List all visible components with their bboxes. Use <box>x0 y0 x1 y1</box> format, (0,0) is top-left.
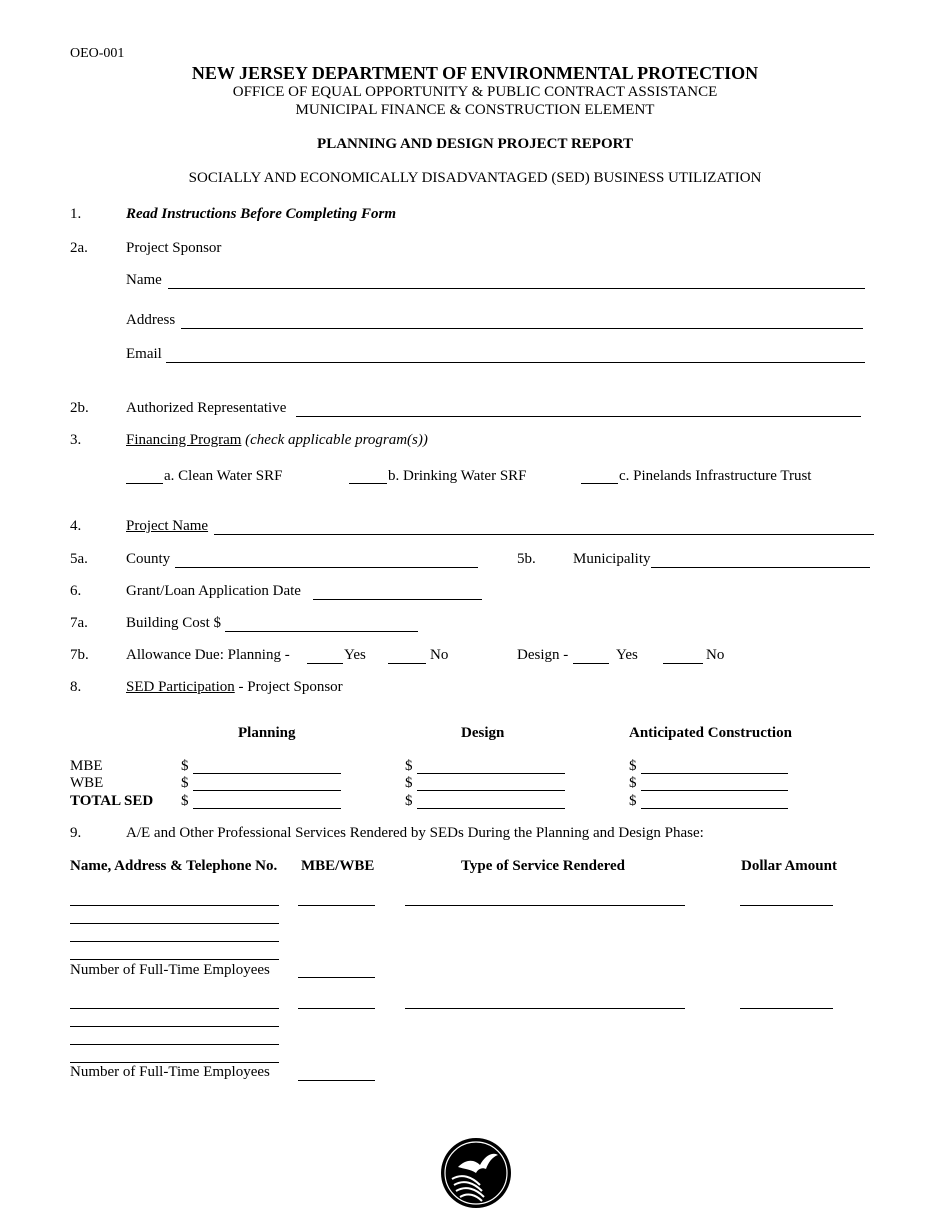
dollar-sign: $ <box>181 775 189 791</box>
dollar-sign: $ <box>181 793 189 809</box>
dollar-sign: $ <box>181 758 189 774</box>
njdep-logo-icon <box>440 1137 512 1209</box>
wbe-planning-field[interactable] <box>193 790 341 791</box>
planning-no-field[interactable] <box>388 663 426 664</box>
sponsor-email-field[interactable] <box>166 362 865 363</box>
entry2-mbewbe-field[interactable] <box>298 1008 375 1009</box>
total-planning-field[interactable] <box>193 808 341 809</box>
dollar-sign: $ <box>629 775 637 791</box>
dollar-sign: $ <box>405 775 413 791</box>
entry2-name-line1[interactable] <box>70 1008 279 1009</box>
wbe-construction-field[interactable] <box>641 790 788 791</box>
form-id: OEO-001 <box>70 46 125 61</box>
planning-yes-field[interactable] <box>307 663 343 664</box>
authorized-rep-field[interactable] <box>296 416 861 417</box>
design-yes-label: Yes <box>616 647 638 663</box>
sponsor-address-field[interactable] <box>181 328 863 329</box>
item-number-1: 1. <box>70 206 82 222</box>
total-construction-field[interactable] <box>641 808 788 809</box>
office-title: OFFICE OF EQUAL OPPORTUNITY & PUBLIC CONTRACT ASSISTANCE <box>232 84 718 100</box>
instructions-note: Read Instructions Before Completing Form <box>126 206 397 222</box>
item-number-2b: 2b. <box>70 400 89 416</box>
design-no-label: No <box>706 647 725 663</box>
project-name-field[interactable] <box>214 534 874 535</box>
item-number-3: 3. <box>70 432 82 448</box>
entry1-service-field[interactable] <box>405 905 685 906</box>
planning-no-label: No <box>430 647 449 663</box>
sed-participation-heading <box>126 679 343 696</box>
col-dollar-amount: Dollar Amount <box>741 858 837 874</box>
sed-participation-suffix: - Project Sponsor <box>234 679 343 695</box>
sed-participation-label: SED Participation <box>126 679 235 695</box>
item-number-6: 6. <box>70 583 82 599</box>
col-anticipated-construction: Anticipated Construction <box>629 725 792 741</box>
sponsor-name-label: Name <box>126 272 162 288</box>
dollar-sign: $ <box>405 758 413 774</box>
entry2-employees-field[interactable] <box>298 1080 375 1081</box>
entry1-name-line2[interactable] <box>70 923 279 924</box>
col-name-address-phone: Name, Address & Telephone No. <box>70 858 278 874</box>
row-wbe: WBE <box>70 775 104 791</box>
entry2-name-line3[interactable] <box>70 1044 279 1045</box>
item-number-5a: 5a. <box>70 551 88 567</box>
wbe-design-field[interactable] <box>417 790 565 791</box>
sponsor-name-field[interactable] <box>168 288 865 289</box>
col-design: Design <box>461 725 505 741</box>
allowance-design-label: Design - <box>517 647 569 663</box>
design-yes-field[interactable] <box>573 663 609 664</box>
entry1-employees-label: Number of Full-Time Employees <box>70 962 270 978</box>
services-heading: A/E and Other Professional Services Rendered by SEDs During the Planning and Design Phase: <box>126 825 704 841</box>
clean-water-check-field[interactable] <box>126 483 163 484</box>
financing-program-label: Financing Program <box>126 432 242 448</box>
sponsor-email-label: Email <box>126 346 162 362</box>
dollar-sign: $ <box>405 793 413 809</box>
row-total-sed: TOTAL SED <box>70 793 154 809</box>
sponsor-address-label: Address <box>126 312 176 328</box>
mbe-design-field[interactable] <box>417 773 565 774</box>
item-number-7b: 7b. <box>70 647 89 663</box>
row-mbe: MBE <box>70 758 103 774</box>
dollar-sign: $ <box>629 793 637 809</box>
county-label: County <box>126 551 171 567</box>
entry2-employees-label: Number of Full-Time Employees <box>70 1064 270 1080</box>
project-sponsor-label: Project Sponsor <box>126 240 222 256</box>
pinelands-check-field[interactable] <box>581 483 618 484</box>
drinking-water-check-field[interactable] <box>349 483 387 484</box>
col-mbe-wbe: MBE/WBE <box>301 858 375 874</box>
mbe-construction-field[interactable] <box>641 773 788 774</box>
item-number-7a: 7a. <box>70 615 88 631</box>
entry2-name-line2[interactable] <box>70 1026 279 1027</box>
report-title: PLANNING AND DESIGN PROJECT REPORT <box>317 136 633 152</box>
building-cost-field[interactable] <box>225 631 418 632</box>
design-no-field[interactable] <box>663 663 703 664</box>
municipality-label: Municipality <box>573 551 651 567</box>
entry1-name-line4[interactable] <box>70 959 279 960</box>
entry1-employees-field[interactable] <box>298 977 375 978</box>
dollar-sign: $ <box>629 758 637 774</box>
mbe-planning-field[interactable] <box>193 773 341 774</box>
entry2-name-line4[interactable] <box>70 1062 279 1063</box>
planning-yes-label: Yes <box>344 647 366 663</box>
entry1-mbewbe-field[interactable] <box>298 905 375 906</box>
drinking-water-srf-option: b. Drinking Water SRF <box>388 468 527 484</box>
financing-program-heading <box>126 432 428 449</box>
application-date-label: Grant/Loan Application Date <box>126 583 301 599</box>
building-cost-label: Building Cost $ <box>126 615 222 631</box>
total-design-field[interactable] <box>417 808 565 809</box>
project-name-label: Project Name <box>126 518 209 534</box>
item-number-4: 4. <box>70 518 82 534</box>
financing-program-note: (check applicable program(s)) <box>245 432 428 448</box>
county-field[interactable] <box>175 567 478 568</box>
item-number-8: 8. <box>70 679 82 695</box>
authorized-rep-label: Authorized Representative <box>126 400 287 416</box>
entry1-amount-field[interactable] <box>740 905 833 906</box>
col-planning: Planning <box>238 725 296 741</box>
entry2-amount-field[interactable] <box>740 1008 833 1009</box>
clean-water-srf-option: a. Clean Water SRF <box>164 468 283 484</box>
entry1-name-line1[interactable] <box>70 905 279 906</box>
item-number-9: 9. <box>70 825 82 841</box>
item-number-5b: 5b. <box>517 551 536 567</box>
application-date-field[interactable] <box>313 599 482 600</box>
item-number-2a: 2a. <box>70 240 88 256</box>
entry1-name-line3[interactable] <box>70 941 279 942</box>
report-subtitle: SOCIALLY AND ECONOMICALLY DISADVANTAGED (SED) BUSINESS UTILIZATION <box>188 170 762 186</box>
entry2-service-field[interactable] <box>405 1008 685 1009</box>
col-type-of-service: Type of Service Rendered <box>461 858 625 874</box>
element-title: MUNICIPAL FINANCE & CONSTRUCTION ELEMENT <box>295 102 655 118</box>
municipality-field[interactable] <box>651 567 870 568</box>
allowance-planning-label: Allowance Due: Planning - <box>126 647 290 663</box>
pinelands-trust-option: c. Pinelands Infrastructure Trust <box>619 468 812 484</box>
department-title: NEW JERSEY DEPARTMENT OF ENVIRONMENTAL PROTECTION <box>191 63 759 83</box>
